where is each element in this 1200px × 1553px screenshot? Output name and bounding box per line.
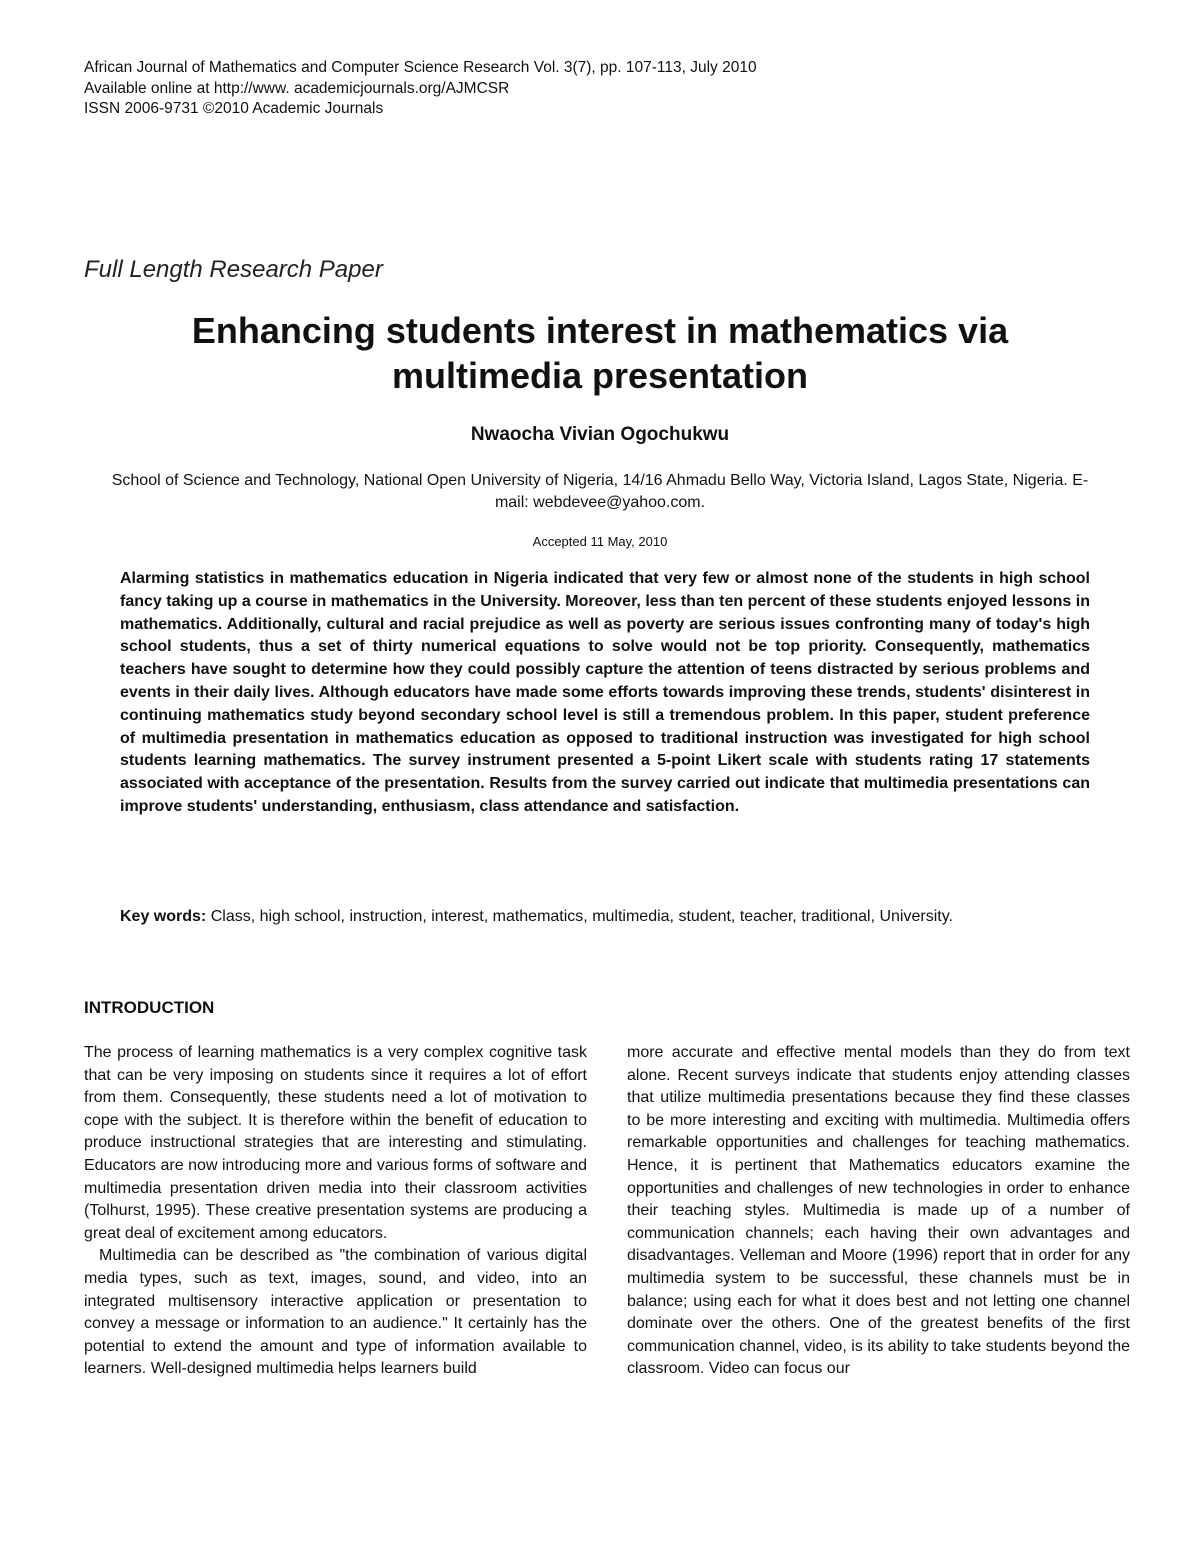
- body-column-right: [627, 1042, 1130, 1381]
- paper-type: Full Length Research Paper: [84, 256, 383, 283]
- author-affiliation: School of Science and Technology, National Open University of Nigeria, 14/16 Ahmadu Bello Way, Victoria Island, Lagos State, Nigeria. E-mail: webdevee@yahoo.com.: [111, 472, 1089, 511]
- keywords-text: Class, high school, instruction, interest, mathematics, multimedia, student, teacher, traditional, University.: [210, 908, 953, 925]
- paragraph: Multimedia can be described as "the combination of various digital media types, such as text, images, sound, and video, into an integrated multisensory interactive application or presentation to convey a message or information to an audience." It certainly has the potential to extend the amount and type of information available to learners. Well-designed multimedia helps learners build: [84, 1247, 587, 1378]
- paragraph: The process of learning mathematics is a very complex cognitive task that can be very imposing on students since it requires a lot of effort from them. Consequently, these students need a lot of motivation to cope with the subject. It is therefore within the benefit of education to produce instructional strategies that are interesting and stimulating. Educators are now introducing more and various forms of software and multimedia presentation driven media into their classroom activities (Tolhurst, 1995). These creative presentation systems are producing a great deal of excitement among educators.: [84, 1044, 587, 1242]
- body-column-left: [84, 1042, 587, 1381]
- paragraph: more accurate and effective mental models than they do from text alone. Recent surveys indicate that students enjoy attending classes that utilize multimedia presentations because they find these classes to be more interesting and exciting with multimedia. Multimedia offers remarkable opportunities and challenges for teaching mathematics. Hence, it is pertinent that Mathematics educators examine the opportunities and challenges of new technologies in order to enhance their teaching styles. Multimedia is made up of a number of communication channels; each having their own advantages and disadvantages. Velleman and Moore (1996) report that in order for any multimedia system to be successful, these channels must be in balance; using each for what it does best and not letting one channel dominate over the others. One of the greatest benefits of the first communication channel, video, is its ability to take students beyond the classroom. Video can focus our: [627, 1044, 1130, 1378]
- abstract: Alarming statistics in mathematics education in Nigeria indicated that very few or almost none of the students in high school fancy taking up a course in mathematics in the University. Moreover, less than ten percent of these students enjoyed lessons in mathematics. Additionally, cultural and racial prejudice as well as poverty are serious issues confronting many of today's high school students, thus a set of thirty numerical equations to solve would not be top priority. Consequently, mathematics teachers have sought to determine how they could possibly capture the attention of teens distracted by serious problems and events in their daily lives. Although educators have made some efforts towards improving these trends, students' disinterest in continuing mathematics study beyond secondary school level is still a tremendous problem. In this paper, student preference of multimedia presentation in mathematics education as opposed to traditional instruction was investigated for high school students learning mathematics. The survey instrument presented a 5-point Likert scale with students rating 17 statements associated with acceptance of the presentation. Results from the survey carried out indicate that multimedia presentations can improve students' understanding, enthusiasm, class attendance and satisfaction.: [120, 570, 1090, 815]
- journal-issn: ISSN 2006-9731 ©2010 Academic Journals: [84, 100, 384, 117]
- paper-title: Enhancing students interest in mathematics via multimedia presentation: [191, 310, 1009, 396]
- journal-url: Available online at http://www. academicjournals.org/AJMCSR: [84, 80, 510, 97]
- accepted-date: Accepted 11 May, 2010: [532, 534, 668, 549]
- keywords: [120, 906, 1090, 929]
- keywords-label: Key words:: [120, 908, 207, 925]
- journal-citation: African Journal of Mathematics and Computer Science Research Vol. 3(7), pp. 107-113, July 2010: [84, 59, 757, 76]
- author-name: Nwaocha Vivian Ogochukwu: [470, 424, 730, 445]
- section-heading-introduction: INTRODUCTION: [84, 998, 215, 1017]
